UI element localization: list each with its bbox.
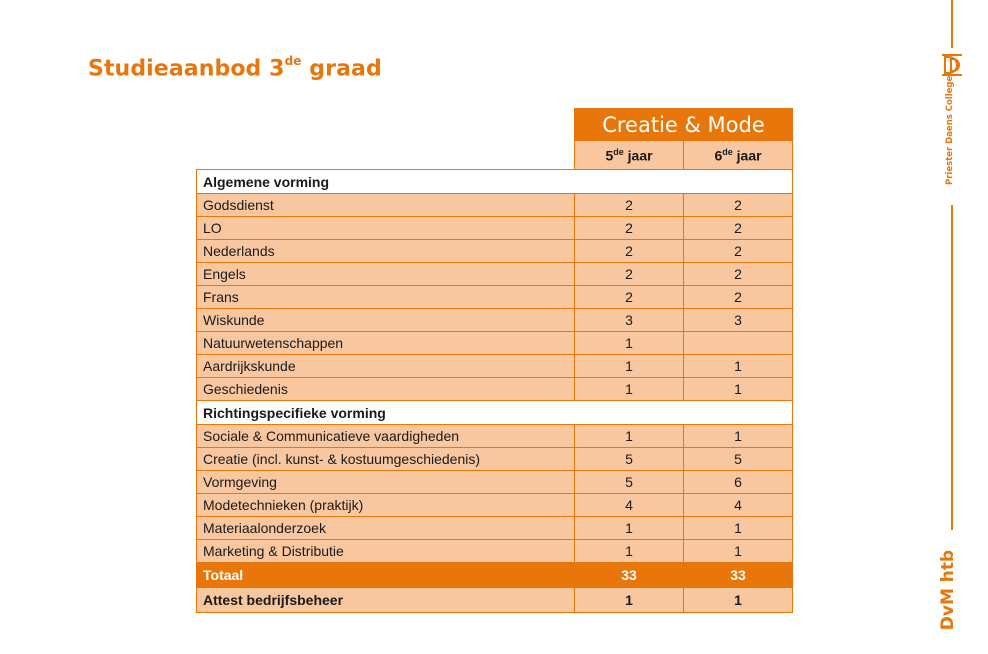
course-header: Creatie & Mode: [575, 109, 793, 141]
table-row: [197, 263, 793, 286]
brand-college-name: Priester Daens College: [945, 75, 955, 185]
table-row: [197, 309, 793, 332]
attest-year5: 1: [575, 588, 684, 613]
hours-year5-cell: 1: [575, 425, 684, 448]
total-year6: 33: [684, 563, 793, 588]
hours-year5-cell: 4: [575, 494, 684, 517]
hours-year5-cell: 2: [575, 217, 684, 240]
attest-label: Attest bedrijfsbeheer: [197, 588, 575, 613]
year-label: jaar: [732, 147, 762, 164]
brand-dvm-label: DvM htb: [938, 549, 958, 631]
table-row: [197, 471, 793, 494]
hours-year6-cell: 6: [684, 471, 793, 494]
page-title-end: graad: [301, 56, 382, 82]
page-title-main: Studieaanbod 3: [88, 56, 285, 82]
page-title: [88, 56, 382, 81]
subject-cell: Modetechnieken (praktijk): [197, 494, 575, 517]
hours-year6-cell: 1: [684, 517, 793, 540]
section-header-row: [197, 170, 793, 194]
brand-line-middle: [951, 205, 953, 530]
table-row: [197, 540, 793, 563]
subject-cell: Aardrijkskunde: [197, 355, 575, 378]
section-title: Algemene vorming: [197, 170, 793, 194]
hours-year5-cell: 1: [575, 517, 684, 540]
table-row: [197, 355, 793, 378]
hours-year6-cell: 2: [684, 217, 793, 240]
header-blank-cell: [197, 141, 575, 170]
course-header-row: [197, 109, 793, 141]
hours-year6-cell: 3: [684, 309, 793, 332]
total-row: [197, 563, 793, 588]
subject-cell: LO: [197, 217, 575, 240]
hours-year5-cell: 1: [575, 378, 684, 401]
hours-year5-cell: 1: [575, 355, 684, 378]
hours-year5-cell: 2: [575, 240, 684, 263]
hours-year5-cell: 2: [575, 286, 684, 309]
year-superscript: de: [613, 146, 624, 157]
subject-cell: Engels: [197, 263, 575, 286]
table-row: [197, 217, 793, 240]
year-label: jaar: [623, 147, 653, 164]
table-row: [197, 448, 793, 471]
hours-year6-cell: 1: [684, 355, 793, 378]
attest-row: [197, 588, 793, 613]
hours-year5-cell: 2: [575, 194, 684, 217]
brand-line-top: [951, 0, 953, 48]
year-number: 5: [605, 147, 614, 164]
table-row: [197, 494, 793, 517]
subject-cell: Frans: [197, 286, 575, 309]
page-title-superscript: de: [284, 54, 302, 68]
subject-cell: Marketing & Distributie: [197, 540, 575, 563]
hours-year5-cell: 1: [575, 332, 684, 355]
hours-year5-cell: 2: [575, 263, 684, 286]
curriculum-table-body: [197, 109, 793, 613]
hours-year6-cell: 4: [684, 494, 793, 517]
hours-year6-cell: 1: [684, 540, 793, 563]
year-header-6: [684, 141, 793, 170]
year-header-5: [575, 141, 684, 170]
subject-cell: Godsdienst: [197, 194, 575, 217]
dd-monogram-icon: [940, 52, 964, 78]
hours-year6-cell: 1: [684, 425, 793, 448]
subject-cell: Materiaalonderzoek: [197, 517, 575, 540]
hours-year5-cell: 1: [575, 540, 684, 563]
table-row: [197, 517, 793, 540]
hours-year5-cell: 5: [575, 448, 684, 471]
subject-cell: Nederlands: [197, 240, 575, 263]
subject-cell: Creatie (incl. kunst- & kostuumgeschiedenis): [197, 448, 575, 471]
hours-year5-cell: 5: [575, 471, 684, 494]
curriculum-table: [196, 108, 793, 613]
year-number: 6: [714, 147, 723, 164]
year-superscript: de: [722, 146, 733, 157]
subject-cell: Natuurwetenschappen: [197, 332, 575, 355]
total-year5: 33: [575, 563, 684, 588]
hours-year6-cell: 2: [684, 194, 793, 217]
hours-year5-cell: 3: [575, 309, 684, 332]
header-blank-cell: [197, 109, 575, 141]
table-row: [197, 286, 793, 309]
subject-cell: Geschiedenis: [197, 378, 575, 401]
subject-cell: Vormgeving: [197, 471, 575, 494]
hours-year6-cell: 2: [684, 240, 793, 263]
section-title: Richtingspecifieke vorming: [197, 401, 793, 425]
table-row: [197, 240, 793, 263]
hours-year6-cell: 1: [684, 378, 793, 401]
hours-year6-cell: 2: [684, 263, 793, 286]
section-header-row: [197, 401, 793, 425]
hours-year6-cell: 5: [684, 448, 793, 471]
subject-cell: Wiskunde: [197, 309, 575, 332]
year-header-row: [197, 141, 793, 170]
hours-year6-cell: 2: [684, 286, 793, 309]
table-row: [197, 425, 793, 448]
total-label: Totaal: [197, 563, 575, 588]
table-row: [197, 332, 793, 355]
attest-year6: 1: [684, 588, 793, 613]
subject-cell: Sociale & Communicatieve vaardigheden: [197, 425, 575, 448]
table-row: [197, 194, 793, 217]
table-row: [197, 378, 793, 401]
hours-year6-cell: [684, 332, 793, 355]
